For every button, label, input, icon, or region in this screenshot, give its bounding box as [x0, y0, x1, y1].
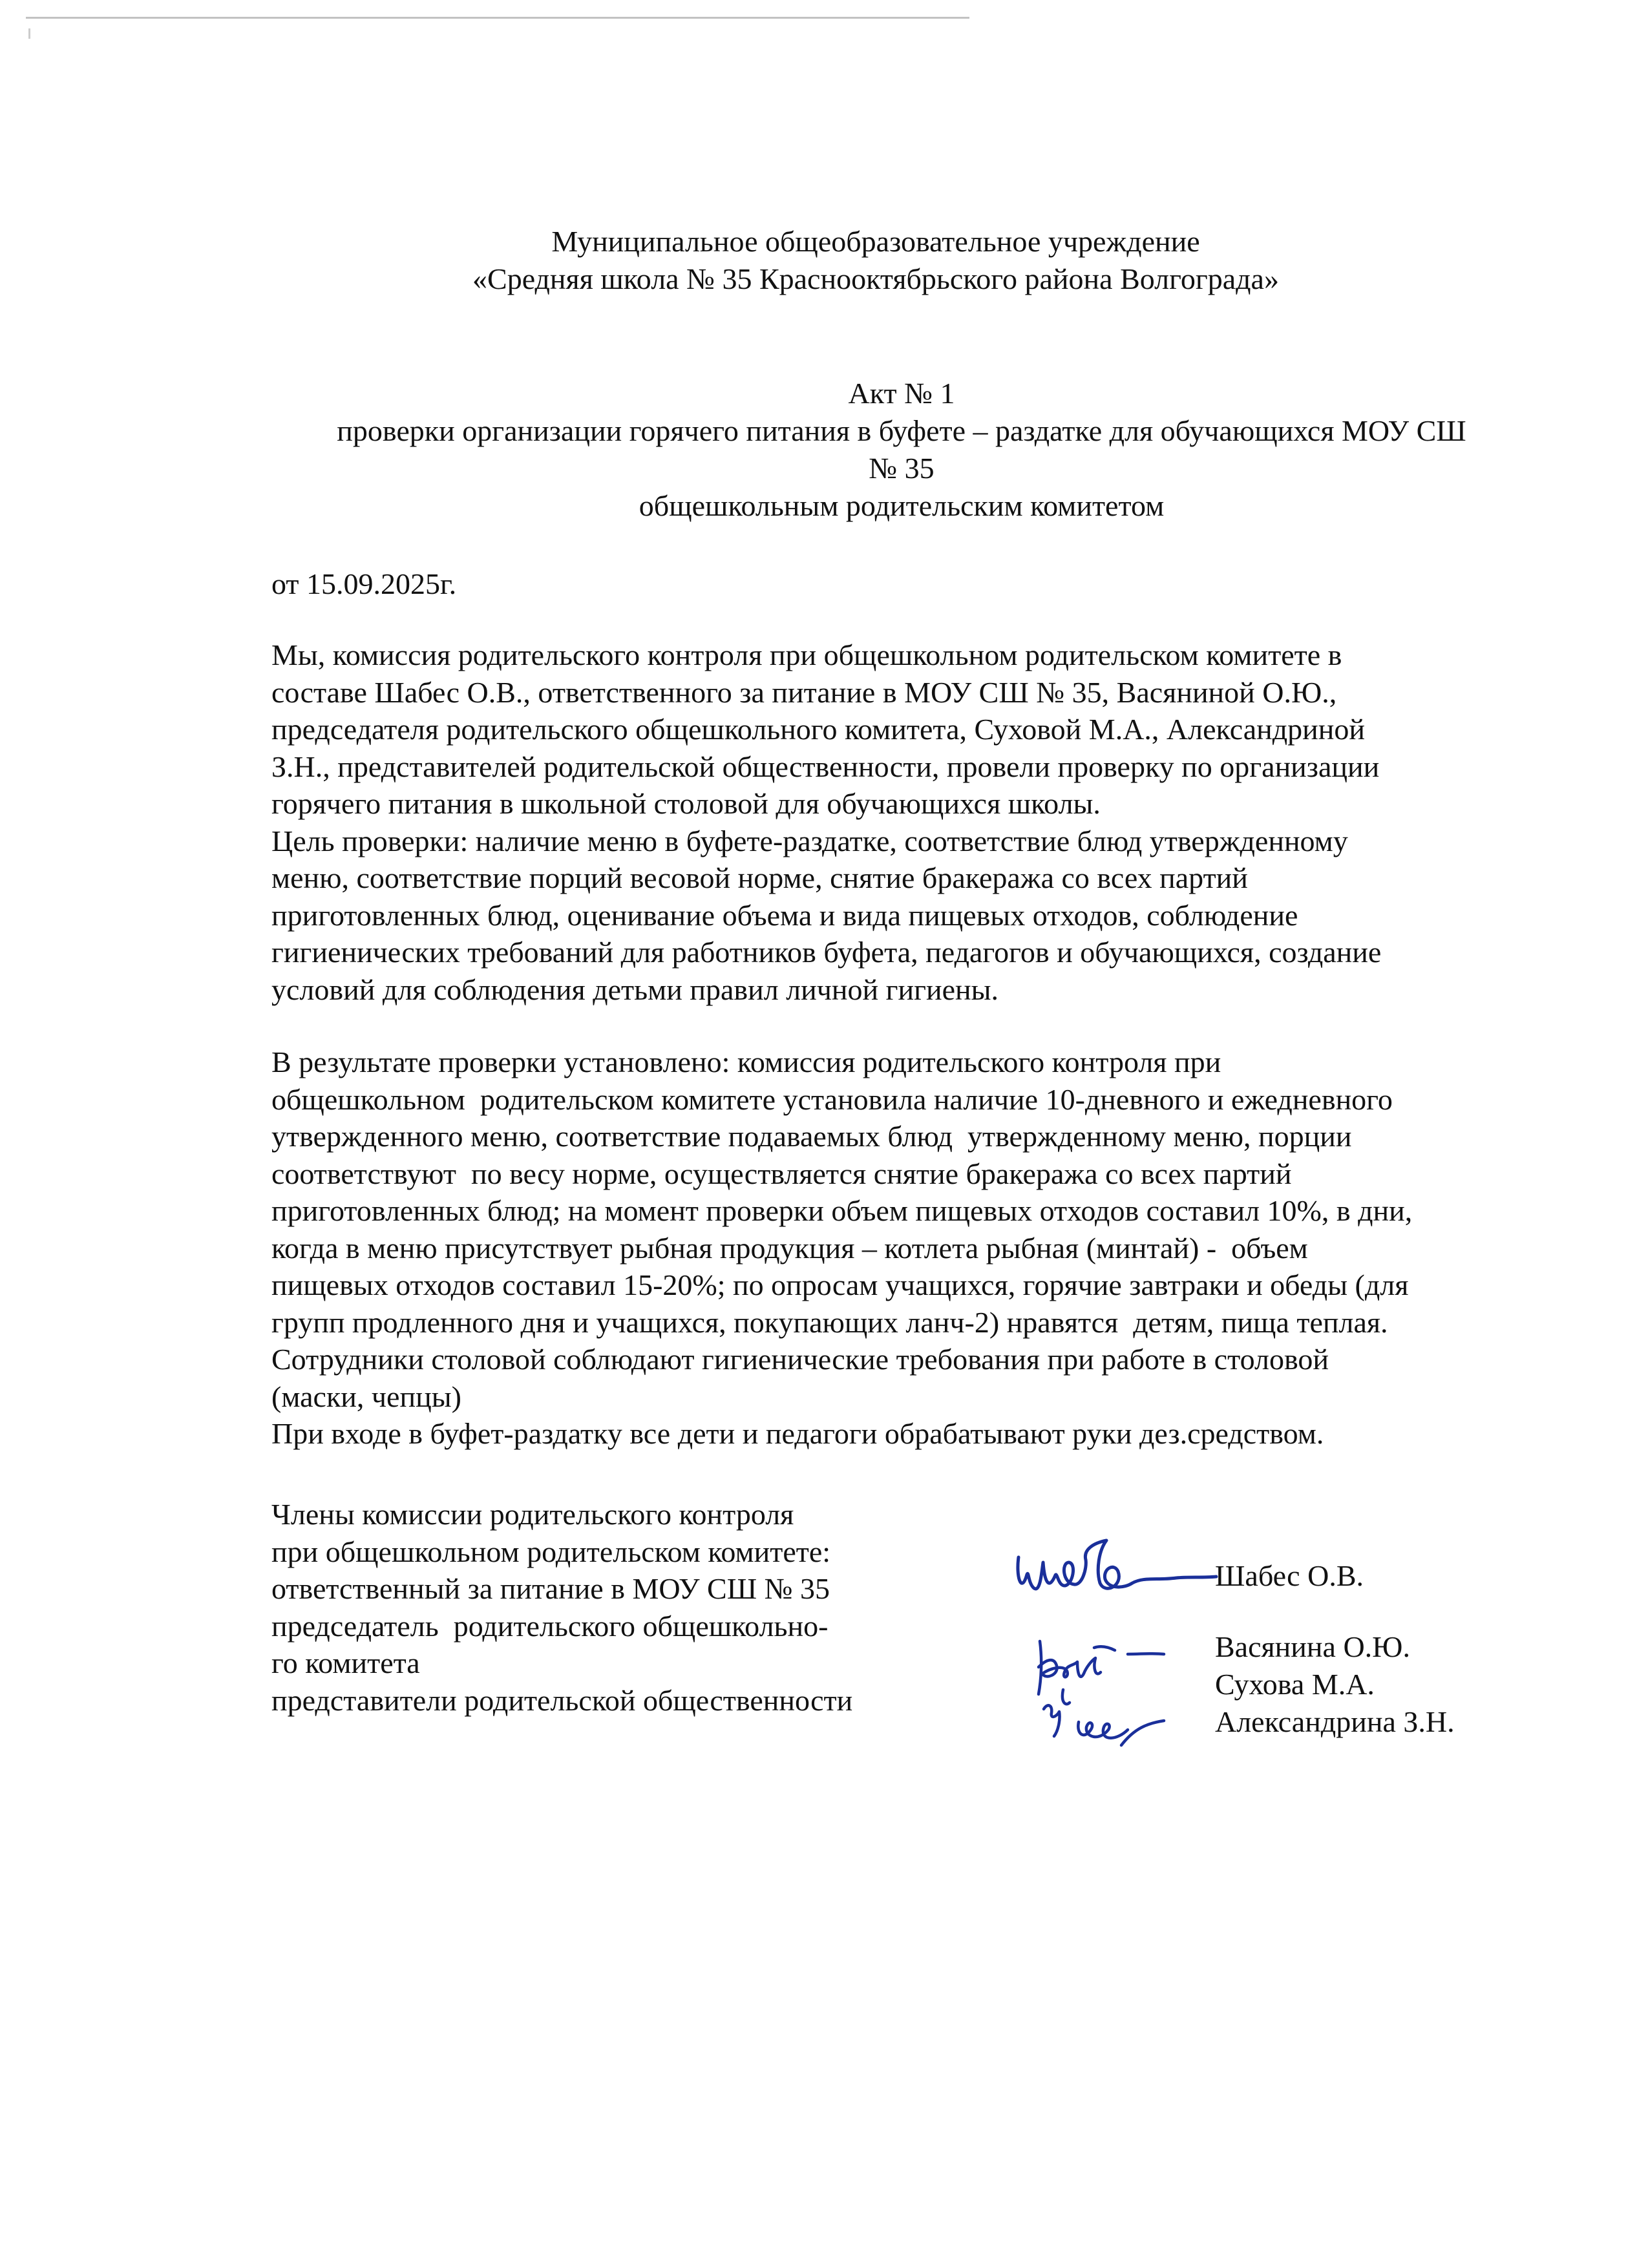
text-line: приготовленных блюд, оценивание объема и вида пищевых отходов, соблюдение	[271, 898, 1298, 932]
text-line: когда в меню присутствует рыбная продукция – котлета рыбная (минтай) - объем	[271, 1231, 1308, 1265]
text-line: председателя родительского общешкольного комитета, Суховой М.А., Александриной	[271, 713, 1365, 746]
signature-1-graphic	[1015, 1531, 1221, 1609]
text-line: составе Шабес О.В., ответственного за питание в МОУ СШ № 35, Васяниной О.Ю.,	[271, 675, 1337, 709]
text-line: (маски, чепцы)	[271, 1380, 461, 1413]
commission-paragraph	[271, 636, 1564, 1008]
members-line: при общешкольном родительском комитете:	[271, 1535, 831, 1568]
signature-3-graphic	[1037, 1683, 1192, 1754]
text-line: гигиенических требований для работников буфета, педагогов и обучающихся, создание	[271, 936, 1382, 969]
text-line: При входе в буфет-раздатку все дети и педагоги обрабатывают руки дез.средством.	[271, 1417, 1324, 1450]
signatory-name-3: Сухова М.А.	[1215, 1668, 1375, 1701]
text-line: В результате проверки установлено: комиссия родительского контроля при	[271, 1045, 1221, 1078]
handwritten-signature-1	[1015, 1531, 1221, 1609]
members-line: председатель родительского общешкольно-	[271, 1609, 829, 1643]
text-line: З.Н., представителей родительской общественности, провели проверку по организации	[271, 750, 1380, 783]
text-line: приготовленных блюд; на момент проверки объем пищевых отходов составил 10%, в дни,	[271, 1194, 1413, 1227]
scan-edge-line	[26, 17, 969, 19]
results-paragraph	[271, 1044, 1564, 1453]
text-line: горячего питания в школьной столовой для обучающихся школы.	[271, 787, 1101, 820]
text-line: соответствуют по весу норме, осуществляется снятие бракеража со всех партий	[271, 1157, 1292, 1190]
institution-header	[0, 223, 1648, 298]
handwritten-signature-3	[1037, 1683, 1192, 1754]
text-line: Мы, комиссия родительского контроля при общешкольном родительском комитете в	[271, 638, 1342, 671]
text-line: меню, соответствие порций весовой норме, снятие бракеража со всех партий	[271, 861, 1248, 894]
signatory-name-2: Васянина О.Ю.	[1215, 1630, 1410, 1663]
act-date: от 15.09.2025г.	[271, 567, 457, 600]
text-line: групп продленного дня и учащихся, покупающих ланч-2) нравятся детям, пища теплая.	[271, 1305, 1388, 1339]
members-line: Члены комиссии родительского контроля	[271, 1498, 794, 1531]
text-line: Сотрудники столовой соблюдают гигиенические требования при работе в столовой	[271, 1343, 1329, 1376]
text-line: условий для соблюдения детьми правил личной гигиены.	[271, 972, 999, 1006]
signatory-name-4: Александрина З.Н.	[1215, 1705, 1455, 1738]
act-title: Акт № 1	[848, 377, 955, 410]
text-line: утвержденного меню, соответствие подаваемых блюд утвержденному меню, порции	[271, 1120, 1352, 1153]
institution-line-1: Муниципальное общеобразовательное учреждение	[551, 225, 1200, 258]
members-line: го комитета	[271, 1646, 420, 1679]
members-line: представители родительской общественности	[271, 1683, 853, 1717]
scan-edge-mark	[28, 28, 30, 39]
text-line: общешкольном родительском комитете установила наличие 10-дневного и ежедневного	[271, 1082, 1393, 1116]
commission-members-block	[271, 1496, 956, 1719]
members-line: ответственный за питание в МОУ СШ № 35	[271, 1572, 830, 1605]
act-subtitle-line-2: № 35	[869, 452, 935, 485]
signatory-name-1: Шабес О.В.	[1215, 1559, 1364, 1592]
act-subtitle-line-1: проверки организации горячего питания в буфете – раздатке для обучающихся МОУ СШ	[337, 414, 1466, 447]
institution-line-2: «Средняя школа № 35 Краснооктябрьского района Волгограда»	[472, 262, 1279, 295]
signatory-names-group	[1215, 1628, 1455, 1741]
text-line: Цель проверки: наличие меню в буфете-раздатке, соответствие блюд утвержденному	[271, 824, 1348, 857]
text-line: пищевых отходов составил 15-20%; по опросам учащихся, горячие завтраки и обеды (для	[271, 1268, 1409, 1301]
act-subtitle-line-3: общешкольным родительским комитетом	[639, 489, 1165, 522]
act-heading	[194, 375, 1609, 525]
